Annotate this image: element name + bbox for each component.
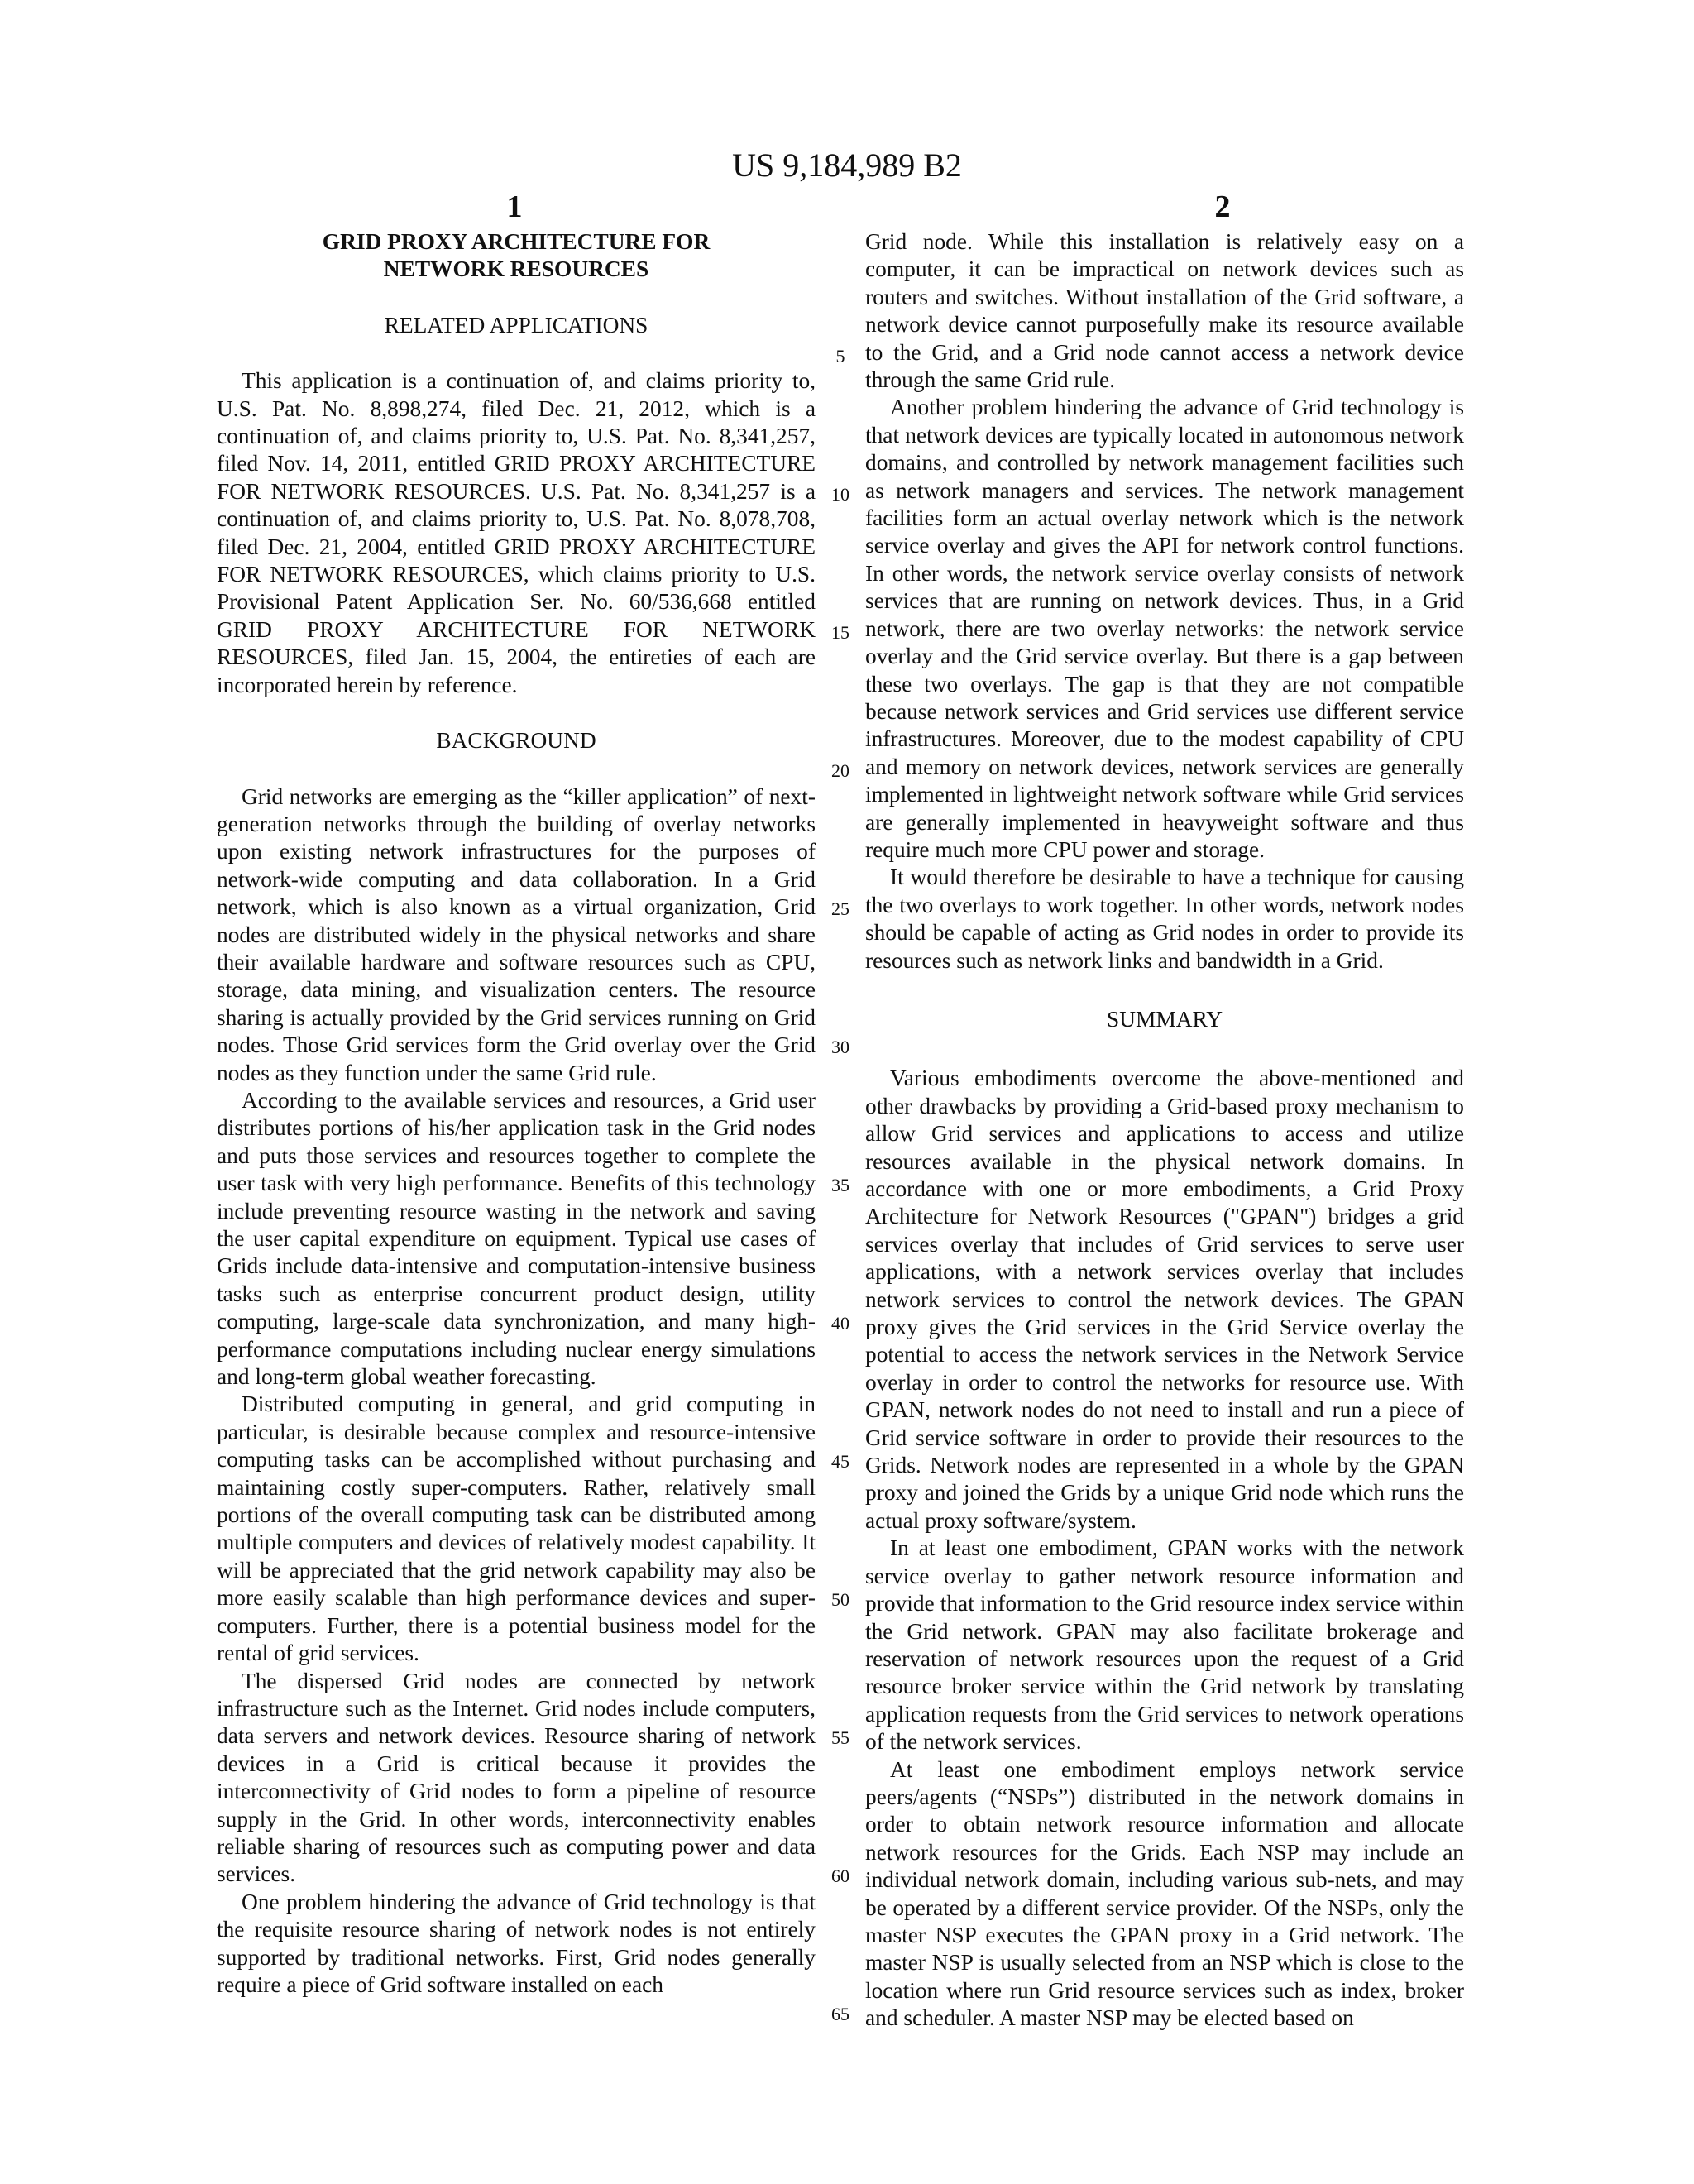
line-number: 45 (831, 1451, 849, 1472)
line-number: 40 (831, 1313, 849, 1334)
line-number: 20 (831, 760, 849, 781)
line-number: 15 (831, 622, 849, 643)
background-paragraph-4: The dispersed Grid nodes are connected by network infrastructure such as the Internet. Grid nodes include computers, data servers and network devices. Resource sharing of network devices in a Grid is critical because it provides the interconnectivity of Grid nodes to form a pipeline of resource supply in the Grid. In other words, interconnectivity enables reliable sharing of resources such as computing power and data services. (217, 1668, 816, 1887)
related-applications-heading: RELATED APPLICATIONS (384, 312, 648, 338)
summary-paragraph-3: At least one embodiment employs network service peers/agents (“NSPs”) distributed in the network domains in order to obtain network resource information and allocate network resources for the Grids. Each NSP may include an individual network domain, including various sub-nets, and may be operated by a different service provider. Of the NSPs, only the master NSP executes the GPAN proxy in a Grid network. The master NSP is usually selected from an NSP which is close to the location where run Grid resource services such as index, broker and scheduler. A master NSP may be elected based on (865, 1756, 1464, 2031)
patent-number-header: US 9,184,989 B2 (732, 146, 962, 184)
right-column (865, 228, 1464, 2033)
summary-paragraph-2: In at least one embodiment, GPAN works with the network service overlay to gather network resource information and provide that information to the Grid resource index service within the Grid network. GPAN may also facilitate brokerage and reservation of network resources upon the request of a Grid resource broker service within the Grid network by translating application requests from the Grid services to network operations of the network services. (865, 1535, 1464, 1755)
column-number-right: 2 (1214, 189, 1231, 224)
background-paragraph-2: According to the available services and resources, a Grid user distributes portions of his/her application task in the Grid nodes and puts those services and resources together to complete the user task with very high performance. Benefits of this technology include preventing resource wasting in the network and saving the user capital expenditure on equipment. Typical use cases of Grids include data-intensive and computation-intensive business tasks such as enterprise concurrent product design, utility computing, large-scale data synchronization, and many high-performance computations including nuclear energy simulations and long-term global weather forecasting. (217, 1087, 816, 1390)
summary-paragraph-1: Various embodiments overcome the above-mentioned and other drawbacks by providing a Grid-based proxy mechanism to allow Grid services and applications to access and utilize resources available in the physical network domains. In accordance with one or more embodiments, a Grid Proxy Architecture for Network Resources ("GPAN") bridges a grid services overlay that includes of Grid services to serve user applications, with a network services overlay that includes network services to control the network devices. The GPAN proxy gives the Grid services in the Grid Service overlay the potential to access the network services in the Network Service overlay in order to control the networks for resource use. With GPAN, network nodes do not need to install and run a piece of Grid service software in order to provide their resources to the Grids. Network nodes are represented in a whole by the GPAN proxy and joined the Grids by a unique Grid node which runs the actual proxy software/system. (865, 1066, 1464, 1533)
background-paragraph-1: Grid networks are emerging as the “killer application” of next-generation networks through the building of overlay networks upon existing network infrastructures for the purposes of network-wide computing and data collaboration. In a Grid network, which is also known as a virtual organization, Grid nodes are distributed widely in the physical networks and share their available hardware and software resources such as CPU, storage, data mining, and visualization centers. The resource sharing is actually provided by the Grid services running on Grid nodes. Those Grid services form the Grid overlay over the Grid nodes as they function under the same Grid rule. (217, 783, 816, 1085)
background-paragraph-3: Distributed computing in general, and grid computing in particular, is desirable because complex and resource-intensive computing tasks can be accomplished without purchasing and maintaining costly super-computers. Rather, relatively small portions of the overall computing task can be distributed among multiple computers and devices of relatively modest capability. It will be appreciated that the grid network capability may also be more easily scalable than high performance devices and super-computers. Further, there is a potential business model for the rental of grid services. (217, 1391, 816, 1666)
line-number: 25 (831, 898, 849, 919)
line-number: 50 (831, 1589, 849, 1610)
right-paragraph-2: It would therefore be desirable to have a technique for causing the two overlays to work together. In other words, network nodes should be capable of acting as Grid nodes in order to provide its resources such as network links and bandwidth in a Grid. (865, 864, 1464, 973)
right-paragraph-1: Another problem hindering the advance of Grid technology is that network devices are typically located in autonomous network domains, and controlled by network management facilities such as network managers and services. The network management facilities form an actual overlay network which is the network service overlay and gives the API for network control functions. In other words, the network service overlay consists of network services that are running on network devices. Thus, in a Grid network, there are two overlay networks: the network service overlay and the Grid service overlay. But there is a gap between these two overlays. The gap is that they are not compatible because network services and Grid services use different service infrastructures. Moreover, due to the modest capability of CPU and memory on network devices, network services are generally implemented in lightweight network software while Grid services are generally implemented in heavyweight software and thus require much more CPU power and storage. (865, 395, 1464, 862)
continued-paragraph: Grid node. While this installation is relatively easy on a computer, it can be impractical on network devices such as routers and switches. Without installation of the Grid software, a network device cannot purposefully make its resource available to the Grid, and a Grid node cannot access a network device through the same Grid rule. (865, 229, 1464, 393)
line-number: 65 (831, 2004, 849, 2024)
line-number: 10 (831, 484, 849, 505)
column-number-left: 1 (506, 189, 523, 224)
document-title-line-1: GRID PROXY ARCHITECTURE FOR (322, 229, 711, 254)
left-column (217, 228, 816, 1999)
related-applications-paragraph: This application is a continuation of, and claims priority to, U.S. Pat. No. 8,898,274, filed Dec. 21, 2012, which is a continuation of, and claims priority to, U.S. Pat. No. 8,341,257, filed Nov. 14, 2011, entitled GRID PROXY ARCHITECTURE FOR NETWORK RESOURCES. U.S. Pat. No. 8,341,257 is a continuation of, and claims priority to, U.S. Pat. No. 8,078,708, filed Dec. 21, 2004, entitled GRID PROXY ARCHITECTURE FOR NETWORK RESOURCES, which claims priority to U.S. Provisional Patent Application Ser. No. 60/536,668 entitled GRID PROXY ARCHITECTURE FOR NETWORK RESOURCES, filed Jan. 15, 2004, the entireties of each are incorporated herein by reference. (217, 368, 816, 697)
background-paragraph-5: One problem hindering the advance of Grid technology is that the requisite resource sharing of network nodes is not entirely supported by traditional networks. First, Grid nodes generally require a piece of Grid software installed on each (217, 1889, 816, 1997)
document-title-line-2: NETWORK RESOURCES (383, 256, 649, 282)
line-number: 35 (831, 1175, 849, 1195)
line-number: 60 (831, 1866, 849, 1886)
line-number: 55 (831, 1727, 849, 1748)
line-number: 5 (835, 346, 845, 366)
line-number: 30 (831, 1037, 849, 1057)
summary-heading: SUMMARY (1106, 1006, 1223, 1032)
background-heading: BACKGROUND (436, 728, 596, 754)
